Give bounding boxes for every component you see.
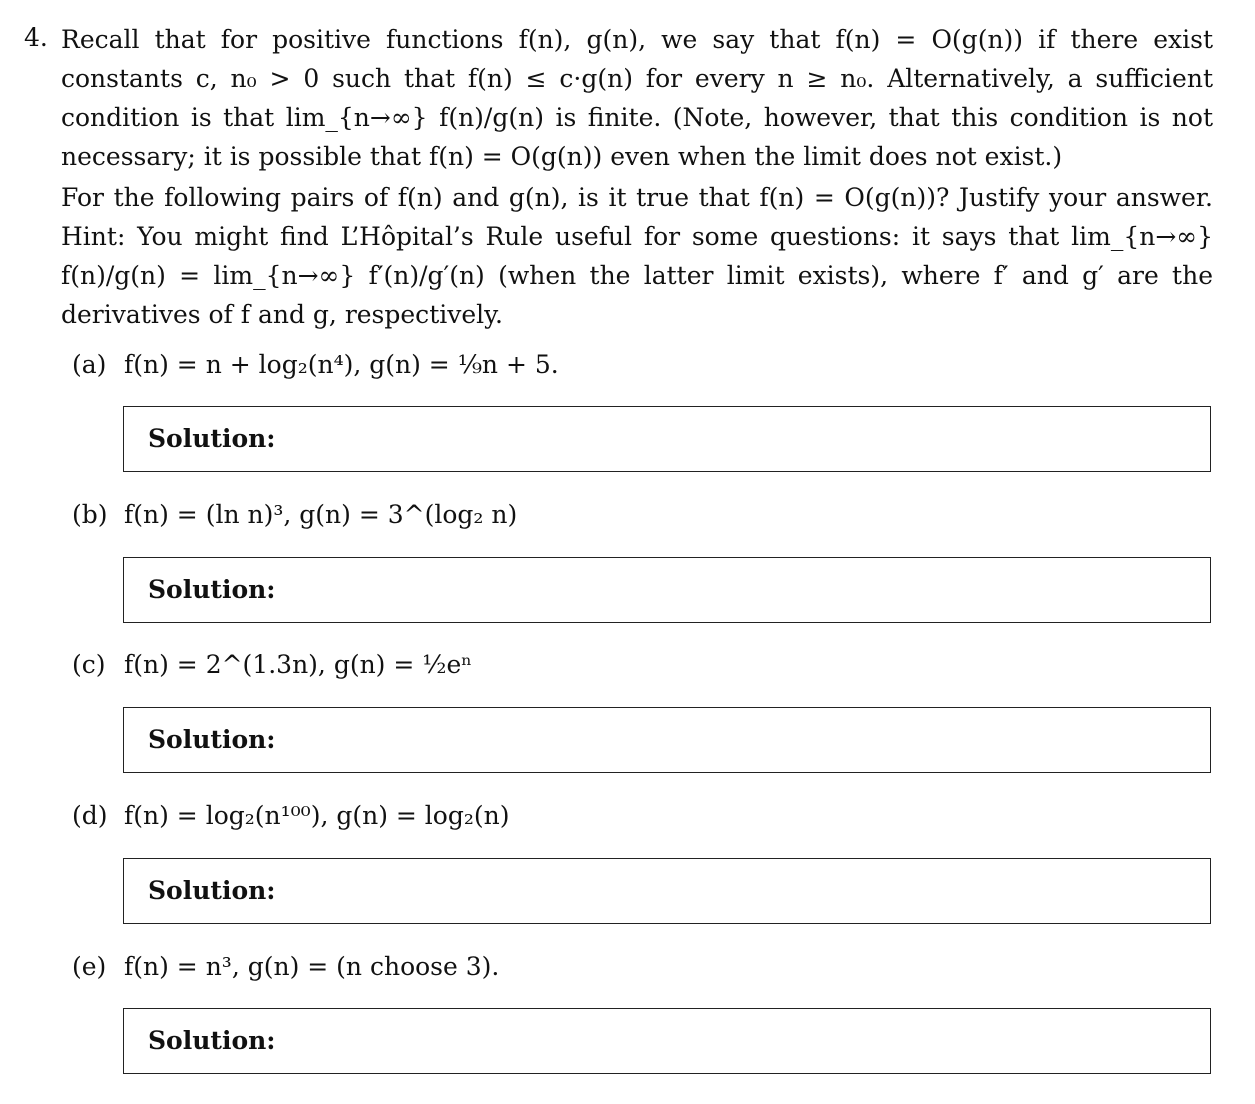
solution-box-d[interactable] — [123, 858, 1211, 924]
item-d-label: (d) — [72, 801, 108, 830]
problem-paragraph-instructions: For the following pairs of f(n) and g(n), is it true that f(n) = O(g(n))? Justify your answer. Hint: You might find L’Hôpital’s Rule useful for some questions: it says that lim_{n→∞} f(n)/g(n) = lim_{n→∞} f′(n)/g′(n) (when the latter limit exists), where f′ and g′ are the derivatives of f and g, respectively. — [61, 183, 1213, 329]
solution-box-b[interactable] — [123, 557, 1211, 623]
problem-paragraph-definition: Recall that for positive functions f(n), g(n), we say that f(n) = O(g(n)) if there exist constants c, n₀ > 0 such that f(n) ≤ c·g(n) for every n ≥ n₀. Alternatively, a sufficient condition is that lim_{n→∞} f(n)/g(n) is finite. (Note, however, that this condition is not necessary; it is possible that f(n) = O(g(n)) even when the limit does not exist.) — [61, 25, 1213, 171]
item-c-label: (c) — [72, 650, 106, 679]
item-b-formula: f(n) = (ln n)³, g(n) = 3^(log₂ n) — [124, 500, 518, 529]
solution-label: Solution: — [148, 1026, 276, 1055]
solution-label: Solution: — [148, 424, 276, 453]
problem-number: 4. — [24, 23, 48, 52]
item-a-formula: f(n) = n + log₂(n⁴), g(n) = ⅑n + 5. — [124, 350, 559, 379]
solution-label: Solution: — [148, 575, 276, 604]
item-a-label: (a) — [72, 350, 107, 379]
item-c-formula: f(n) = 2^(1.3n), g(n) = ½eⁿ — [124, 650, 473, 679]
solution-box-c[interactable] — [123, 707, 1211, 773]
item-b-label: (b) — [72, 500, 108, 529]
item-d-formula: f(n) = log₂(n¹⁰⁰), g(n) = log₂(n) — [124, 801, 510, 830]
solution-box-e[interactable] — [123, 1008, 1211, 1074]
item-e-formula: f(n) = n³, g(n) = (n choose 3). — [124, 952, 500, 981]
solution-label: Solution: — [148, 876, 276, 905]
solution-box-a[interactable] — [123, 406, 1211, 472]
item-e-label: (e) — [72, 952, 107, 981]
solution-label: Solution: — [148, 725, 276, 754]
